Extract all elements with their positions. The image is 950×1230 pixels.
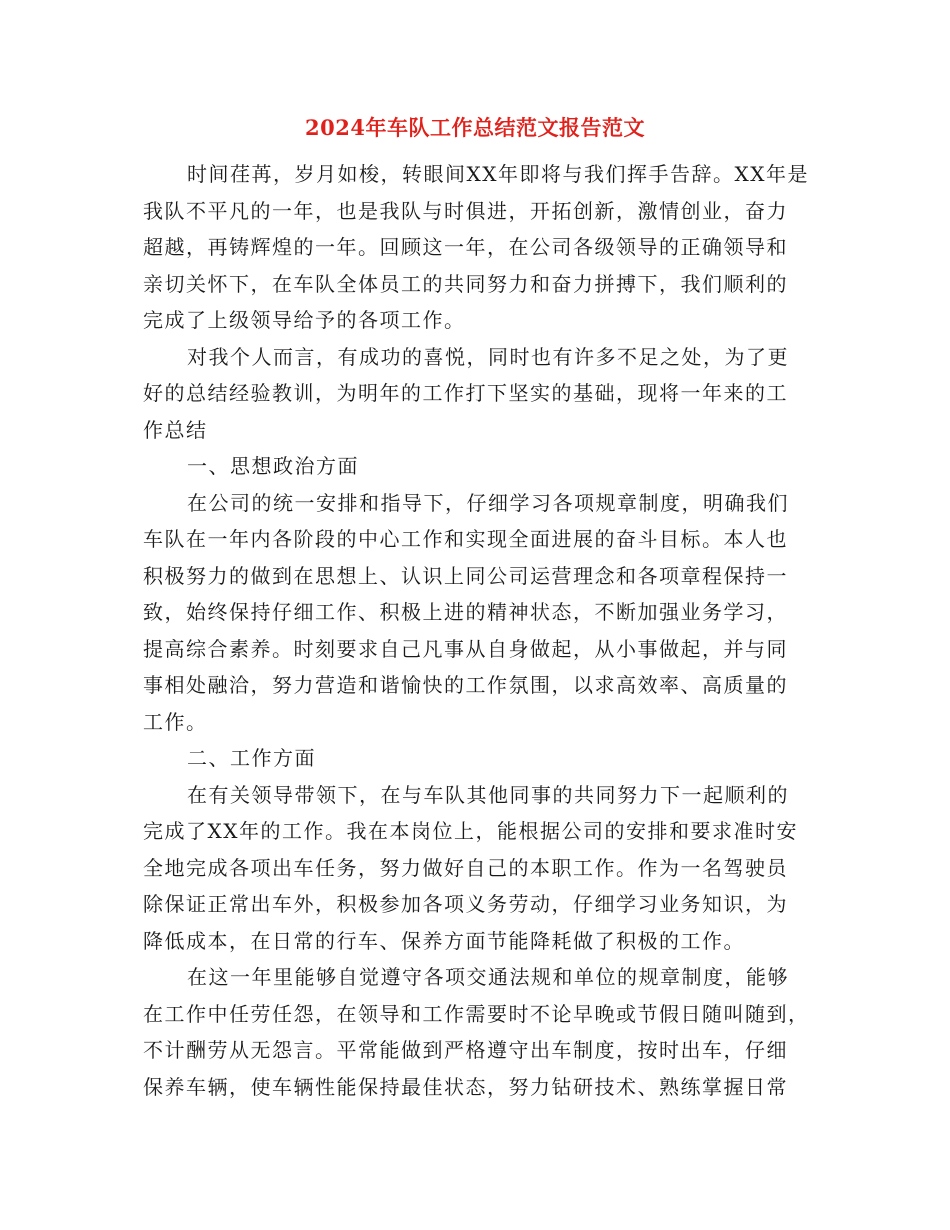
document-body xyxy=(143,156,811,1105)
body-line: 好的总结经验教训，为明年的工作打下坚实的基础，现将一年来的工 xyxy=(143,381,788,405)
body-line: 在这一年里能够自觉遵守各项交通法规和单位的规章制度，能够 xyxy=(187,965,789,989)
body-line: 不计酬劳从无怨言。平常能做到严格遵守出车制度，按时出车，仔细 xyxy=(143,1038,788,1062)
body-line: 对我个人而言，有成功的喜悦，同时也有许多不足之处，为了更 xyxy=(187,344,789,369)
body-line: 作总结 xyxy=(143,417,208,442)
body-line: 我队不平凡的一年，也是我队与时俱进，开拓创新，激情创业，奋力 xyxy=(143,198,788,223)
document-title: 2024年车队工作总结范文报告范文 xyxy=(305,115,645,140)
body-line: 事相处融洽，努力营造和谐愉快的工作氛围，以求高效率、高质量的 xyxy=(143,673,788,697)
body-line: 超越，再铸辉煌的一年。回顾这一年，在公司各级领导的正确领导和 xyxy=(143,235,788,259)
body-line: 工作。 xyxy=(143,709,208,734)
body-line: 时间荏苒，岁月如梭，转眼间XX年即将与我们挥手告辞。XX年是 xyxy=(187,162,809,186)
body-line: 二、工作方面 xyxy=(187,746,316,770)
body-line: 完成了XX年的工作。我在本岗位上，能根据公司的安排和要求准时安 xyxy=(143,819,798,843)
body-line: 车队在一年内各阶段的中心工作和实现全面进展的奋斗目标。本人也 xyxy=(143,527,788,551)
body-line: 在工作中任劳任怨，在领导和工作需要时不论早晚或节假日随叫随到， xyxy=(143,1001,810,1026)
body-line: 降低成本，在日常的行车、保养方面节能降耗做了积极的工作。 xyxy=(143,928,745,953)
body-line: 全地完成各项出车任务，努力做好自己的本职工作。作为一名驾驶员 xyxy=(143,855,788,880)
body-line: 一、思想政治方面 xyxy=(187,454,359,478)
body-line: 除保证正常出车外，积极参加各项义务劳动，仔细学习业务知识，为 xyxy=(143,892,788,916)
body-line: 提高综合素养。时刻要求自己凡事从自身做起，从小事做起，并与同 xyxy=(143,636,788,661)
body-line: 在有关领导带领下，在与车队其他同事的共同努力下一起顺利的 xyxy=(187,782,789,807)
body-line: 积极努力的做到在思想上、认识上同公司运营理念和各项章程保持一 xyxy=(143,563,788,588)
body-line: 在公司的统一安排和指导下，仔细学习各项规章制度，明确我们 xyxy=(187,490,789,515)
body-line: 保养车辆，使车辆性能保持最佳状态，努力钻研技术、熟练掌握日常 xyxy=(143,1074,788,1099)
body-line: 致，始终保持仔细工作、积极上进的精神状态，不断加强业务学习， xyxy=(143,600,788,624)
body-line: 完成了上级领导给予的各项工作。 xyxy=(143,308,466,332)
body-line: 亲切关怀下，在车队全体员工的共同努力和奋力拼搏下，我们顺利的 xyxy=(143,271,788,296)
